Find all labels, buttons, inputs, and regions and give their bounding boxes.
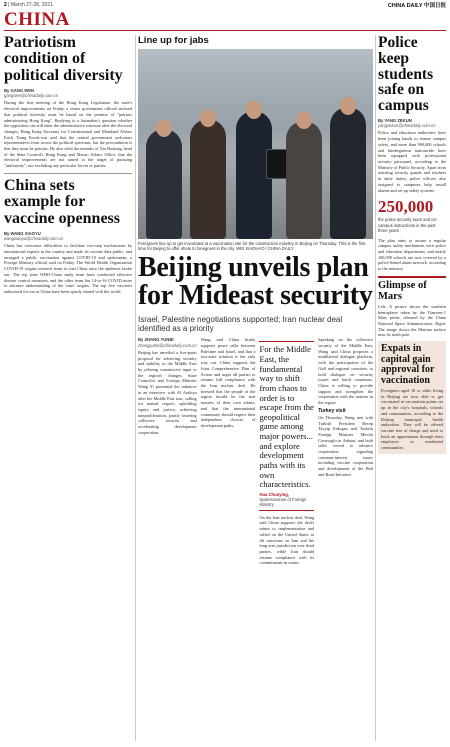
page-number: 2 xyxy=(4,2,7,8)
left-column xyxy=(4,35,132,295)
byline-email[interactable]: gangwen@chinadaily.com.cn xyxy=(4,93,59,99)
expats-box xyxy=(378,341,446,454)
article-body: Speaking on the collective security of the Middle East, Wang said China proposes a multilateral dialogue platform, with the participation of the Gulf and regional countries, to hold dialogue on security issues and build consensus. China is willing to provide support and strengthen the cooperation with the nations in the region. xyxy=(318,337,373,406)
photo-label: Line up for jabs xyxy=(138,35,209,46)
article-headline[interactable]: Police keep students safe on campus xyxy=(378,34,434,115)
expats-body: Foreigners aged 18 or older living in Beijing are now able to get vaccinated at vaccination points set up in the city's hospitals, schools and communities, according to the Beijing municipal health authorities. They will be offered vaccine free of charge and need to book an appointment through their employers or residential communities. xyxy=(381,388,443,451)
article-headline[interactable]: China sets example for vaccine openness xyxy=(4,176,120,227)
article-body: On Thursday, Wang met with Turkish President Recep Tayyip Erdogan and Turkish Foreign Minister Mevlut Cavusoglu in Ankara, and both sides vowed to advance cooperation regarding common-interest issues including vaccine cooperation and development of the Belt and Road Initiative. xyxy=(318,414,373,477)
photo-head xyxy=(200,109,216,127)
byline-email[interactable]: wangxiaoyu@chinadaily.com.cn xyxy=(4,236,64,242)
glimpse-body: Left: A picture shows the southern hemisphere taken by the Tianwen-1 Mars probe, released by the China National Space Administration. Right: The image shows the Martian surface near its north pole. xyxy=(378,303,446,338)
photo-person xyxy=(330,107,366,239)
expats-title[interactable]: Expats in capital gain approval for vaccination xyxy=(381,343,435,386)
article-body: Police and education authorities have been joining hands to ensure campus safety, and more than 900,000 schools and kindergartens nationwide have been equipped with professional security personnel, according to the Ministry of Public Security. Apart from assisting security guards and teachers in daily duties, police officers also assigned to campuses help install alarms and set up safety systems. xyxy=(378,130,446,193)
article-byline xyxy=(4,231,132,242)
byline-email[interactable]: zhangyunbi@chinadaily.com.cn xyxy=(138,342,197,348)
middle-column xyxy=(138,35,373,566)
column-divider xyxy=(375,35,376,741)
article-body: The plan aims to arouse a regular campus safety mechanism with police and education departments, and nearly 100,000 schools are now covered by a police-linked alarm network, according to the ministry. xyxy=(378,237,446,272)
article-column xyxy=(318,337,373,566)
photo-head xyxy=(246,101,262,119)
masthead: CHINA DAILY 中国日报 xyxy=(387,3,446,9)
article-body: Beijing has unveiled a five-point proposal for achieving security and stability in the Middle East by offering constructive input to the region's changes. State Councilor and Foreign Minister Wang Yi presented the initiative in an interview with Al Arabiya after his Middle East tour, calling for mutual respect, upholding equity and justice, achieving nonproliferation, jointly fostering collective security and accelerating development cooperation. xyxy=(138,349,197,435)
news-photo[interactable] xyxy=(138,49,373,239)
byline-name: By YANG ZEKUN xyxy=(378,117,412,123)
stat-number: 250,000 xyxy=(378,197,434,217)
stat-note: the police security tours and on-campus instructions in the past three years xyxy=(378,217,438,234)
photo-head xyxy=(156,119,172,137)
glimpse-title[interactable]: Glimpse of Mars xyxy=(378,279,427,302)
main-deck: Israel, Palestine negotiations supported; Iran nuclear deal identified as a priority xyxy=(138,315,343,334)
article-byline xyxy=(378,118,446,129)
article-column xyxy=(138,337,197,566)
article-byline xyxy=(138,337,197,348)
article-column xyxy=(201,337,256,566)
quote-role: spokeswoman of Foreign Ministry xyxy=(259,496,307,507)
byline-email[interactable]: yangzekun@chinadaily.com.cn xyxy=(378,123,436,129)
page-folio xyxy=(4,2,53,8)
article-headline[interactable]: Patriotism condition of political diversity xyxy=(4,34,123,84)
photo-person xyxy=(146,129,182,239)
photo-phone xyxy=(266,149,288,179)
article-subhead: Turkey visit xyxy=(318,407,346,414)
quote-speaker: Hua Chunying, xyxy=(259,491,289,497)
divider xyxy=(4,173,132,174)
article-body: During the first meeting of the Hong Kong Legislature, the state's electoral improvements on Friday, a senior government official stressed that political diversity must be based on the premise of "patriots administering Hong Kong". Replying to a lawmaker's question whether the opposition can still enter the administrative structure after the electoral changes, Hong Kong Secretary for Constitutional and Mainland Affairs Erick Tsang Kwok-wai said that the central government welcomes representatives from across the political spectrum, but the precondition is that they must be patriots. He also cited the remarks of Xia Baolong, head of the State Council's Hong Kong and Macao Affairs Office, that the electoral improvements are not aimed at the target of pursuing "uniformity", nor excluding any particular forces or parties. xyxy=(4,100,132,169)
article-body: Wang said China firmly supports peace talks between Palestine and Israel, and that a two-state solution is the only way out. China supports the Joint Comprehensive Plan of Action and urges all parties to resume full compliance with the Iran nuclear deal. He stressed that the people of the region should be the true masters of their own affairs, and that the international community should respect their independent choices of development paths. xyxy=(200,337,256,428)
pull-quote xyxy=(259,341,314,510)
article-body: On the Iran nuclear deal, Wang said China supports the deal's return to implementation and called on the United States to lift sanctions on Iran and the long-arm jurisdiction over third parties, while Iran should resume compliance with its commitments in return. xyxy=(259,514,315,566)
glimpse-box xyxy=(378,276,446,338)
quote-text: For the Middle East, the fundamental way to shift from chaos to order is to escape from the geopolitical game among major powers... and explore development paths with its own characteristics. xyxy=(259,344,314,490)
byline-name: By ZHANG YUNBI xyxy=(138,337,174,343)
page-date: | March 27-28, 2021 xyxy=(8,2,53,8)
photo-caption: Foreigners line up to get inoculated at a vaccination site for the construction industry in Beijing on Thursday. This is the first time for Beijing to offer shots to foreigners in the city. WEI XIAOHAO / CHINA DAILY xyxy=(138,241,366,252)
main-headline[interactable]: Beijing unveils plan for Mideast security xyxy=(138,251,373,312)
photo-head xyxy=(296,111,312,129)
article-column xyxy=(259,337,314,566)
section-rule xyxy=(4,30,446,31)
article-body: China has overcome difficulties to facilitate two-step mechanisms by international experts in the country and made its vaccine data public, and arranged a public vaccination against COVID-19 and spokesman, a Foreign Ministry official said on Friday. The World Health Organization COVID-19 origins research team to visit China once the epidemic broke out. The top joint WHO-China study team have conducted effective disease control measures, and the other team has 14-to-16 COVID more to advance understanding of the virus' origins. The top five vaccines authorized for use in China have been openly shared with the world. xyxy=(4,243,132,294)
article-byline xyxy=(4,88,132,99)
photo-head xyxy=(340,97,356,115)
column-divider xyxy=(135,35,136,741)
photo-person xyxy=(286,121,322,239)
byline-name: By GANG WEN xyxy=(4,87,35,93)
right-column xyxy=(378,35,446,454)
section-title: CHINA xyxy=(4,9,70,30)
photo-person xyxy=(190,119,226,239)
main-article xyxy=(138,337,373,566)
byline-name: By WANG XIAOYU xyxy=(4,230,41,236)
